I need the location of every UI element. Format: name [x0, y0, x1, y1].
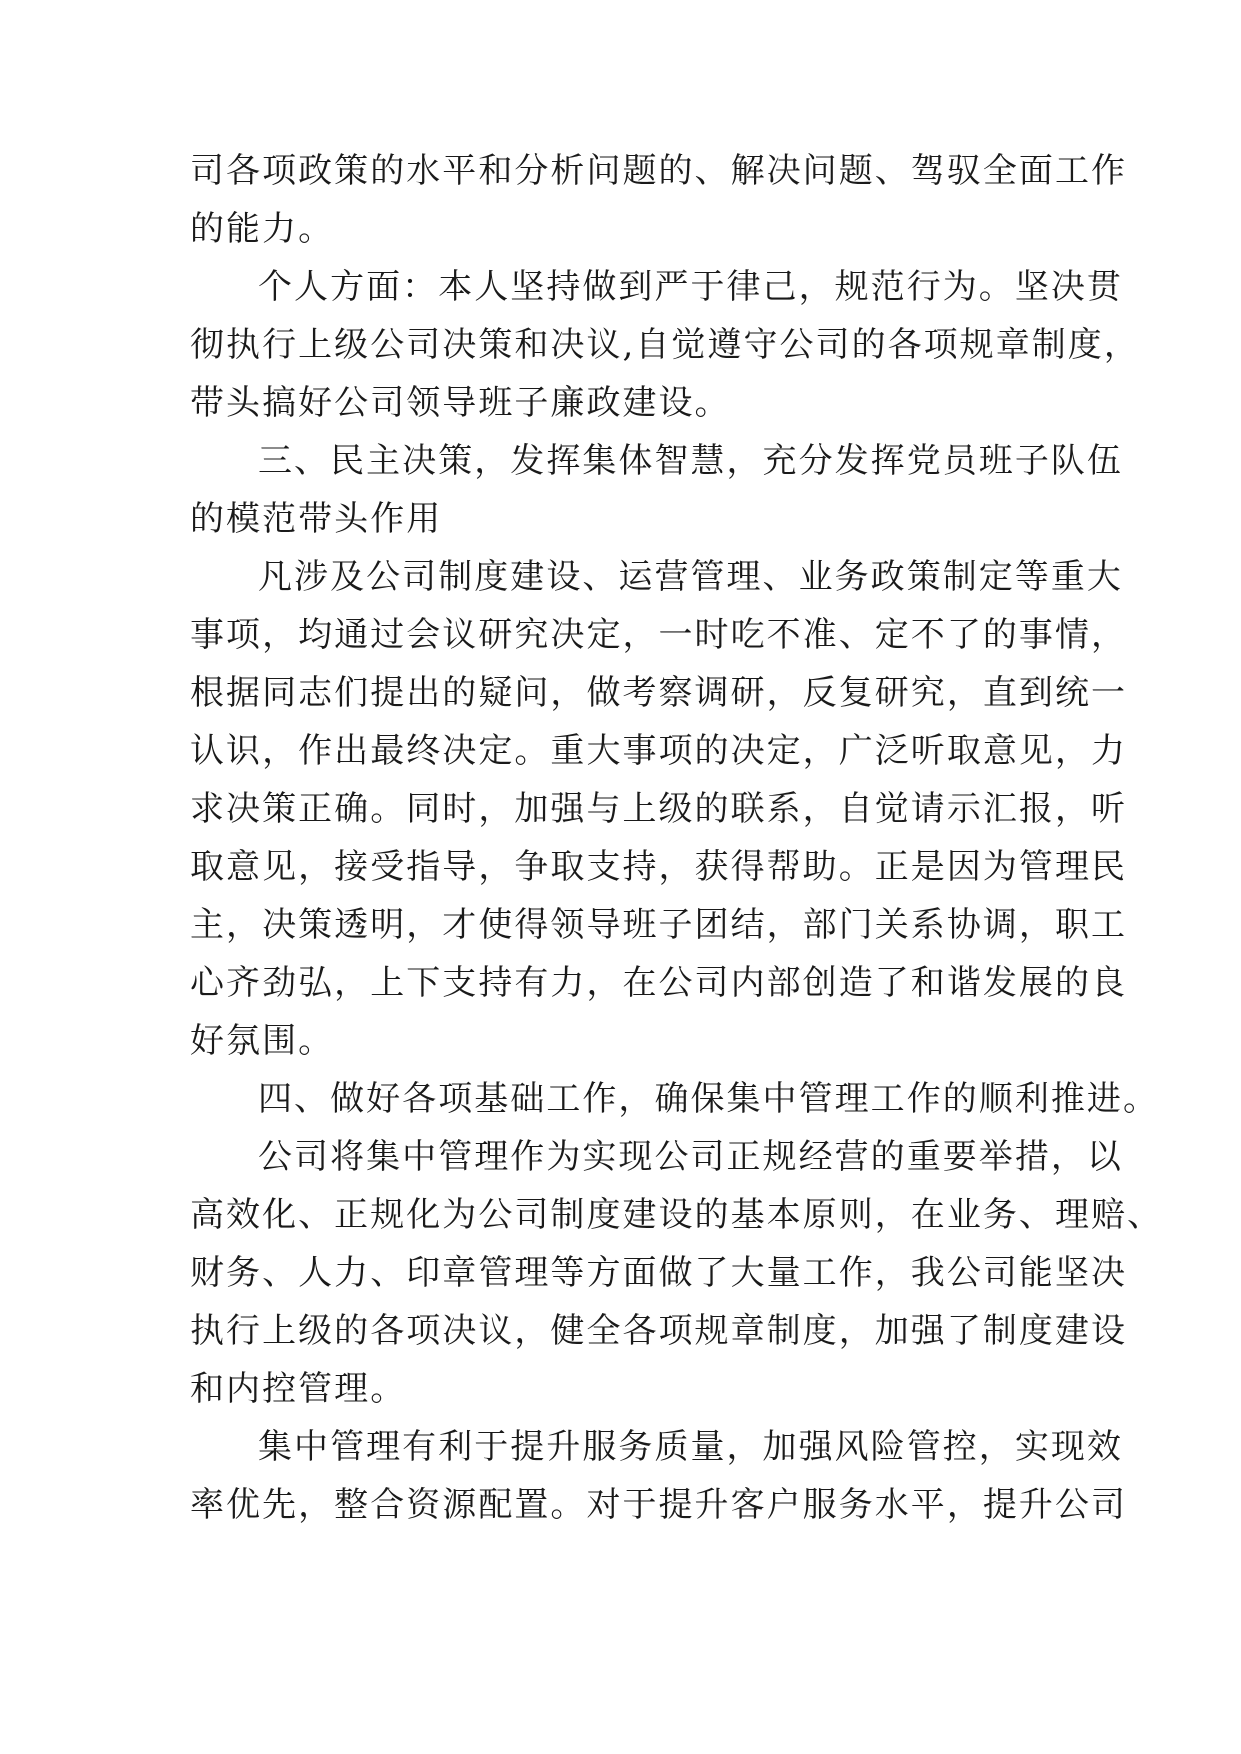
text-line: 公司将集中管理作为实现公司正规经营的重要举措，以 [258, 1137, 1123, 1177]
text-line: 个人方面：本人坚持做到严于律己，规范行为。坚决贯 [258, 267, 1123, 307]
document-page [190, 142, 1164, 1534]
text-line: 和内控管理。 [190, 1369, 407, 1409]
text-line: 高效化、正规化为公司制度建设的基本原则，在业务、理赔、 [190, 1195, 1164, 1235]
text-line: 带头搞好公司领导班子廉政建设。 [190, 383, 731, 423]
text-line: 执行上级的各项决议，健全各项规章制度，加强了制度建设 [190, 1311, 1128, 1351]
text-line: 求决策正确。同时，加强与上级的联系，自觉请示汇报，听 [190, 789, 1128, 829]
text-line: 主，决策透明，才使得领导班子团结，部门关系协调，职工 [190, 905, 1128, 945]
section-heading-line: 四、做好各项基础工作，确保集中管理工作的顺利推进。 [258, 1079, 1159, 1119]
section-heading-line: 的模范带头作用 [190, 499, 443, 539]
text-line: 根据同志们提出的疑问，做考察调研，反复研究，直到统一 [190, 673, 1128, 713]
text-line: 集中管理有利于提升服务质量，加强风险管控，实现效 [258, 1427, 1123, 1467]
section-heading-line: 三、民主决策，发挥集体智慧，充分发挥党员班子队伍 [258, 441, 1123, 481]
text-line: 好氛围。 [190, 1021, 335, 1061]
text-line: 彻执行上级公司决策和决议,自觉遵守公司的各项规章制度， [190, 325, 1140, 365]
text-line: 认识，作出最终决定。重大事项的决定，广泛听取意见，力 [190, 731, 1128, 771]
text-line: 的能力。 [190, 209, 335, 249]
text-line: 司各项政策的水平和分析问题的、解决问题、驾驭全面工作 [190, 151, 1128, 191]
text-line: 凡涉及公司制度建设、运营管理、业务政策制定等重大 [258, 557, 1123, 597]
text-line: 财务、人力、印章管理等方面做了大量工作，我公司能坚决 [190, 1253, 1128, 1293]
text-line: 率优先，整合资源配置。对于提升客户服务水平，提升公司 [190, 1485, 1128, 1525]
text-line: 事项，均通过会议研究决定，一时吃不准、定不了的事情， [190, 615, 1128, 655]
text-line: 心齐劲弘，上下支持有力，在公司内部创造了和谐发展的良 [190, 963, 1128, 1003]
text-line: 取意见，接受指导，争取支持，获得帮助。正是因为管理民 [190, 847, 1128, 887]
